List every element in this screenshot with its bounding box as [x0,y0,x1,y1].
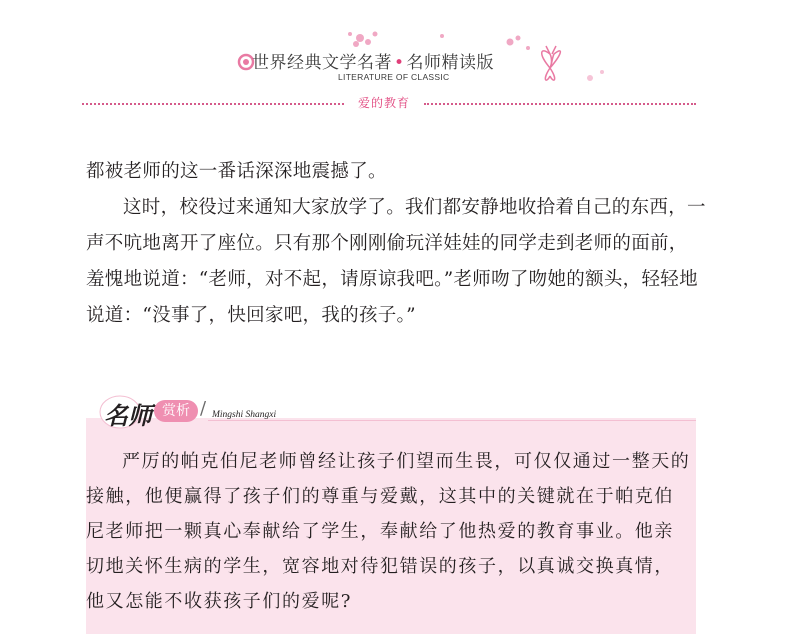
body-text [86,154,706,334]
edition-text: 名师精读版 [406,53,495,73]
commentary-label: 名师 [104,401,152,430]
commentary-slash: / [200,398,207,419]
series-subtitle: LITERATURE OF CLASSIC [338,72,450,82]
dotted-rule-left [82,103,344,105]
series-title [252,48,552,73]
commentary-pinyin: Mingshi Shangxi [212,410,277,420]
commentary-text [86,444,692,619]
chapter-title: 爱的教育 [344,94,424,112]
page-header [0,0,800,120]
paragraph: 这时，校役过来通知大家放学了。我们都安静地收拾着自己的东西，一声不吭地离开了座位。只有那个刚刚偷玩洋娃娃的同学走到老师的面前，羞愧地说道：“老师，对不起，请原谅我吧。”老师吻了吻她的额头，轻轻地说道：“没事了，快回家吧，我的孩子。” [86,197,706,326]
commentary-badge: 赏析 [154,400,198,422]
commentary-divider [208,420,696,421]
series-title-text: 世界经典文学名著 [252,53,392,73]
paragraph: 都被老师的这一番话深深地震撼了。 [86,161,387,182]
dotted-rule-right [424,103,696,105]
title-dot: • [394,53,405,73]
commentary-paragraph: 严厉的帕克伯尼老师曾经让孩子们望而生畏，可仅仅通过一整天的接触，他便赢得了孩子们的尊重与爱戴，这其中的关键就在于帕克伯尼老师把一颗真心奉献给了学生，奉献给了他热爱的教育事业。他亲切地关怀生病的学生，宽容地对待犯错误的孩子，以真诚交换真情，他又怎能不收获孩子们的爱呢? [86,451,691,612]
